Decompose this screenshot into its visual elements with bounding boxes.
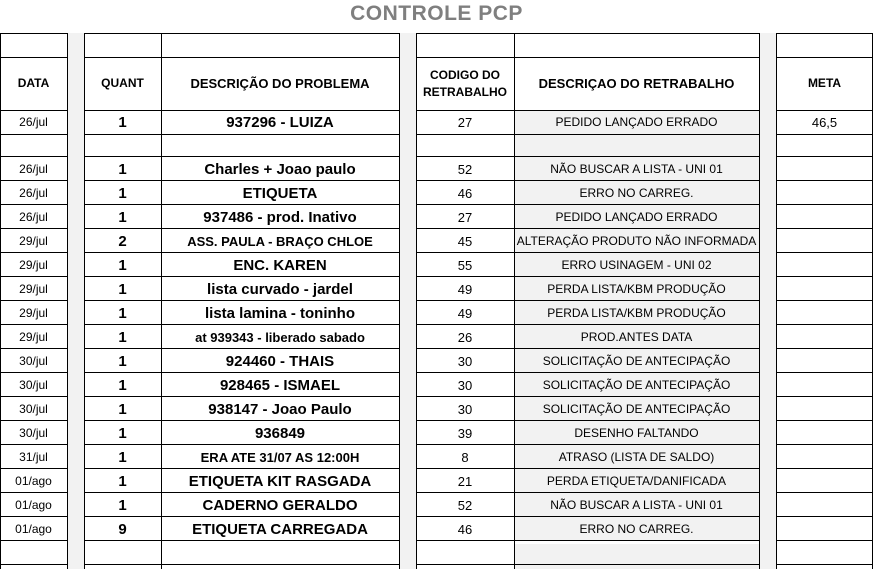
row-retrabalho-value: ERRO NO CARREG. xyxy=(579,186,694,200)
row-codigo-cell[interactable] xyxy=(416,253,514,277)
row-quant-cell[interactable] xyxy=(84,445,161,469)
row-retrabalho-cell[interactable] xyxy=(514,397,759,421)
row-codigo-value: 26 xyxy=(457,329,473,345)
row-data-value: 30/jul xyxy=(19,402,48,416)
row-descricao-cell[interactable] xyxy=(161,157,399,181)
row-descricao-value: lista lamina - toninho xyxy=(204,304,355,322)
row-data-cell[interactable] xyxy=(0,349,67,373)
row-quant-value: 1 xyxy=(118,352,127,370)
header-quant xyxy=(84,57,161,110)
row-meta-cell[interactable] xyxy=(776,469,873,493)
row-descricao-cell[interactable] xyxy=(161,229,399,253)
row-data-value: 26/jul xyxy=(19,186,48,200)
row-codigo-cell[interactable] xyxy=(416,469,514,493)
row-quant-cell[interactable] xyxy=(84,349,161,373)
row-data-cell[interactable] xyxy=(0,277,67,301)
row-data-value: 29/jul xyxy=(19,234,48,248)
row-data-cell[interactable] xyxy=(0,157,67,181)
row-codigo-value: 30 xyxy=(457,353,473,369)
row-codigo-value: 30 xyxy=(457,377,473,393)
row-descricao-value: 937486 - prod. Inativo xyxy=(203,208,357,226)
header-descricao-retrabalho xyxy=(514,57,759,110)
header-meta-label: META xyxy=(807,76,842,90)
row-descricao-cell[interactable] xyxy=(161,205,399,229)
row-retrabalho-cell[interactable] xyxy=(514,110,759,134)
row-retrabalho-cell[interactable] xyxy=(514,493,759,517)
row-retrabalho-cell[interactable] xyxy=(514,301,759,325)
row-codigo-cell[interactable] xyxy=(416,157,514,181)
row-data-cell[interactable] xyxy=(0,373,67,397)
row-data-cell[interactable] xyxy=(0,517,67,541)
row-quant-cell[interactable] xyxy=(84,253,161,277)
spacer-column xyxy=(759,33,776,569)
row-meta-cell[interactable] xyxy=(776,325,873,349)
row-data-cell[interactable] xyxy=(0,493,67,517)
row-quant-value: 1 xyxy=(118,448,127,466)
row-meta-cell[interactable] xyxy=(776,205,873,229)
row-descricao-value: lista curvado - jardel xyxy=(207,280,353,298)
row-retrabalho-value: SOLICITAÇÃO DE ANTECIPAÇÃO xyxy=(542,402,731,416)
row-descricao-cell[interactable] xyxy=(161,517,399,541)
row-data-value: 01/ago xyxy=(15,474,52,488)
row-retrabalho-value: PERDA ETIQUETA/DANIFICADA xyxy=(546,474,727,488)
row-meta-cell[interactable] xyxy=(776,349,873,373)
header-meta xyxy=(776,57,873,110)
row-retrabalho-value: NÃO BUSCAR A LISTA - UNI 01 xyxy=(550,498,723,512)
row-meta-cell[interactable] xyxy=(776,517,873,541)
row-descricao-value: ETIQUETA xyxy=(242,184,318,202)
row-retrabalho-cell[interactable] xyxy=(514,373,759,397)
row-codigo-value: 49 xyxy=(457,305,473,321)
row-retrabalho-cell[interactable] xyxy=(514,421,759,445)
row-codigo-cell[interactable] xyxy=(416,421,514,445)
row-descricao-value: 938147 - Joao Paulo xyxy=(208,400,352,418)
row-data-value: 30/jul xyxy=(19,426,48,440)
row-descricao-value: CADERNO GERALDO xyxy=(202,496,358,514)
row-data-value: 31/jul xyxy=(19,450,48,464)
row-meta-cell[interactable] xyxy=(776,181,873,205)
row-descricao-value: ENC. KAREN xyxy=(233,256,327,274)
row-data-cell[interactable] xyxy=(0,253,67,277)
row-meta-cell[interactable] xyxy=(776,110,873,134)
row-quant-cell[interactable] xyxy=(84,469,161,493)
row-quant-cell[interactable] xyxy=(84,229,161,253)
row-codigo-cell[interactable] xyxy=(416,493,514,517)
row-data-value: 30/jul xyxy=(19,354,48,368)
row-retrabalho-cell[interactable] xyxy=(514,349,759,373)
row-quant-cell[interactable] xyxy=(84,517,161,541)
row-codigo-value: 52 xyxy=(457,161,473,177)
row-descricao-value: 936849 xyxy=(254,424,306,442)
row-data-value: 29/jul xyxy=(19,330,48,344)
row-codigo-value: 55 xyxy=(457,257,473,273)
row-meta-cell[interactable] xyxy=(776,277,873,301)
row-retrabalho-value: ERRO USINAGEM - UNI 02 xyxy=(561,258,712,272)
row-data-cell[interactable] xyxy=(0,469,67,493)
row-descricao-value: 937296 - LUIZA xyxy=(226,113,334,131)
row-descricao-cell[interactable] xyxy=(161,110,399,134)
row-meta-value: 46,5 xyxy=(811,114,838,130)
row-quant-cell[interactable] xyxy=(84,421,161,445)
row-data-value: 26/jul xyxy=(19,115,48,129)
row-data-cell[interactable] xyxy=(0,181,67,205)
row-quant-value: 1 xyxy=(118,472,127,490)
row-meta-cell[interactable] xyxy=(776,421,873,445)
row-retrabalho-value: PERDA LISTA/KBM PRODUÇÃO xyxy=(547,306,726,320)
row-quant-value: 1 xyxy=(118,496,127,514)
row-meta-cell[interactable] xyxy=(776,397,873,421)
row-retrabalho-value: PROD.ANTES DATA xyxy=(580,330,693,344)
header-data xyxy=(0,57,67,110)
row-data-value: 29/jul xyxy=(19,282,48,296)
row-descricao-cell[interactable] xyxy=(161,349,399,373)
row-data-value: 29/jul xyxy=(19,258,48,272)
row-codigo-cell[interactable] xyxy=(416,373,514,397)
row-retrabalho-value: PEDIDO LANÇADO ERRADO xyxy=(555,115,718,129)
row-quant-cell[interactable] xyxy=(84,301,161,325)
row-descricao-value: ETIQUETA CARREGADA xyxy=(192,520,368,538)
row-quant-value: 1 xyxy=(118,376,127,394)
row-codigo-value: 49 xyxy=(457,281,473,297)
row-quant-cell[interactable] xyxy=(84,205,161,229)
row-quant-cell[interactable] xyxy=(84,277,161,301)
row-descricao-value: ASS. PAULA - BRAÇO CHLOE xyxy=(187,233,373,249)
row-descricao-value: at 939343 - liberado sabado xyxy=(195,329,365,345)
spacer-column xyxy=(399,33,416,569)
row-data-cell[interactable] xyxy=(0,421,67,445)
row-retrabalho-value: SOLICITAÇÃO DE ANTECIPAÇÃO xyxy=(542,378,731,392)
row-codigo-value: 8 xyxy=(461,449,469,465)
row-codigo-cell[interactable] xyxy=(416,517,514,541)
header-descricao-retrabalho-label: DESCRIÇAO DO RETRABALHO xyxy=(538,76,735,91)
row-descricao-value: ETIQUETA KIT RASGADA xyxy=(188,472,372,490)
row-quant-value: 1 xyxy=(118,400,127,418)
row-descricao-value: 924460 - THAIS xyxy=(225,352,335,370)
row-meta-cell[interactable] xyxy=(776,493,873,517)
row-quant-value: 1 xyxy=(118,280,127,298)
row-retrabalho-value: ERRO NO CARREG. xyxy=(579,522,694,536)
row-data-value: 30/jul xyxy=(19,378,48,392)
empty-shaded-cell[interactable] xyxy=(514,134,759,156)
row-descricao-value: ERA ATE 31/07 AS 12:00H xyxy=(200,449,360,465)
row-retrabalho-cell[interactable] xyxy=(514,253,759,277)
row-quant-cell[interactable] xyxy=(84,493,161,517)
row-descricao-cell[interactable] xyxy=(161,301,399,325)
row-descricao-value: Charles + Joao paulo xyxy=(204,160,356,178)
header-codigo-retrabalho xyxy=(416,57,514,110)
row-retrabalho-value: ATRASO (LISTA DE SALDO) xyxy=(558,450,715,464)
row-codigo-value: 39 xyxy=(457,425,473,441)
row-quant-value: 1 xyxy=(118,424,127,442)
row-retrabalho-cell[interactable] xyxy=(514,325,759,349)
row-retrabalho-cell[interactable] xyxy=(514,469,759,493)
row-codigo-value: 27 xyxy=(457,209,473,225)
row-codigo-cell[interactable] xyxy=(416,110,514,134)
row-codigo-value: 46 xyxy=(457,185,473,201)
row-meta-cell[interactable] xyxy=(776,157,873,181)
row-data-value: 01/ago xyxy=(15,522,52,536)
row-codigo-cell[interactable] xyxy=(416,349,514,373)
row-data-value: 26/jul xyxy=(19,210,48,224)
row-descricao-cell[interactable] xyxy=(161,253,399,277)
row-quant-value: 1 xyxy=(118,304,127,322)
row-retrabalho-cell[interactable] xyxy=(514,205,759,229)
header-codigo-line1: CODIGO DO xyxy=(429,67,500,82)
row-meta-cell[interactable] xyxy=(776,301,873,325)
row-codigo-cell[interactable] xyxy=(416,205,514,229)
spacer-column xyxy=(67,33,84,569)
row-codigo-cell[interactable] xyxy=(416,325,514,349)
sheet-title: CONTROLE PCP xyxy=(350,2,523,25)
row-retrabalho-cell[interactable] xyxy=(514,277,759,301)
header-quant-label: QUANT xyxy=(101,76,144,90)
row-data-value: 26/jul xyxy=(19,162,48,176)
row-data-cell[interactable] xyxy=(0,301,67,325)
row-quant-cell[interactable] xyxy=(84,181,161,205)
row-codigo-cell[interactable] xyxy=(416,229,514,253)
row-codigo-cell[interactable] xyxy=(416,301,514,325)
row-data-cell[interactable] xyxy=(0,397,67,421)
row-meta-cell[interactable] xyxy=(776,229,873,253)
row-codigo-value: 45 xyxy=(457,233,473,249)
row-descricao-cell[interactable] xyxy=(161,493,399,517)
row-retrabalho-value: ALTERAÇÃO PRODUTO NÃO INFORMADA xyxy=(516,234,757,248)
row-retrabalho-value: PERDA LISTA/KBM PRODUÇÃO xyxy=(547,282,726,296)
row-codigo-cell[interactable] xyxy=(416,277,514,301)
row-quant-cell[interactable] xyxy=(84,373,161,397)
row-retrabalho-cell[interactable] xyxy=(514,445,759,469)
row-descricao-cell[interactable] xyxy=(161,469,399,493)
row-descricao-cell[interactable] xyxy=(161,397,399,421)
header-descricao-problema xyxy=(161,57,399,110)
row-descricao-cell[interactable] xyxy=(161,181,399,205)
row-descricao-cell[interactable] xyxy=(161,325,399,349)
row-quant-cell[interactable] xyxy=(84,157,161,181)
row-quant-value: 1 xyxy=(118,184,127,202)
row-descricao-value: 928465 - ISMAEL xyxy=(219,376,341,394)
row-quant-cell[interactable] xyxy=(84,110,161,134)
row-data-cell[interactable] xyxy=(0,110,67,134)
row-quant-value: 1 xyxy=(118,113,127,131)
row-codigo-value: 30 xyxy=(457,401,473,417)
row-meta-cell[interactable] xyxy=(776,445,873,469)
row-meta-cell[interactable] xyxy=(776,373,873,397)
row-data-value: 29/jul xyxy=(19,306,48,320)
row-quant-value: 2 xyxy=(118,232,127,250)
row-codigo-value: 46 xyxy=(457,521,473,537)
row-quant-value: 1 xyxy=(118,256,127,274)
empty-shaded-cell[interactable] xyxy=(514,544,759,569)
row-quant-value: 9 xyxy=(118,520,127,538)
row-quant-cell[interactable] xyxy=(84,397,161,421)
header-data-label: DATA xyxy=(17,76,50,90)
row-descricao-cell[interactable] xyxy=(161,421,399,445)
row-data-value: 01/ago xyxy=(15,498,52,512)
row-codigo-cell[interactable] xyxy=(416,397,514,421)
row-quant-value: 1 xyxy=(118,328,127,346)
row-meta-cell[interactable] xyxy=(776,253,873,277)
row-retrabalho-cell[interactable] xyxy=(514,181,759,205)
row-quant-value: 1 xyxy=(118,208,127,226)
row-descricao-cell[interactable] xyxy=(161,373,399,397)
row-quant-value: 1 xyxy=(118,160,127,178)
row-retrabalho-cell[interactable] xyxy=(514,229,759,253)
row-descricao-cell[interactable] xyxy=(161,277,399,301)
row-data-cell[interactable] xyxy=(0,325,67,349)
row-codigo-value: 27 xyxy=(457,114,473,130)
row-codigo-cell[interactable] xyxy=(416,181,514,205)
row-codigo-value: 52 xyxy=(457,497,473,513)
row-codigo-cell[interactable] xyxy=(416,445,514,469)
row-retrabalho-value: DESENHO FALTANDO xyxy=(574,426,699,440)
row-data-cell[interactable] xyxy=(0,445,67,469)
header-codigo-line2: RETRABALHO xyxy=(423,84,507,99)
row-retrabalho-value: PEDIDO LANÇADO ERRADO xyxy=(555,210,718,224)
row-retrabalho-value: NÃO BUSCAR A LISTA - UNI 01 xyxy=(550,162,723,176)
row-retrabalho-cell[interactable] xyxy=(514,517,759,541)
row-descricao-cell[interactable] xyxy=(161,445,399,469)
row-codigo-value: 21 xyxy=(457,473,473,489)
row-quant-cell[interactable] xyxy=(84,325,161,349)
row-retrabalho-cell[interactable] xyxy=(514,157,759,181)
row-retrabalho-value: SOLICITAÇÃO DE ANTECIPAÇÃO xyxy=(542,354,731,368)
header-descricao-problema-label: DESCRIÇÃO DO PROBLEMA xyxy=(190,76,370,91)
row-data-cell[interactable] xyxy=(0,229,67,253)
row-data-cell[interactable] xyxy=(0,205,67,229)
